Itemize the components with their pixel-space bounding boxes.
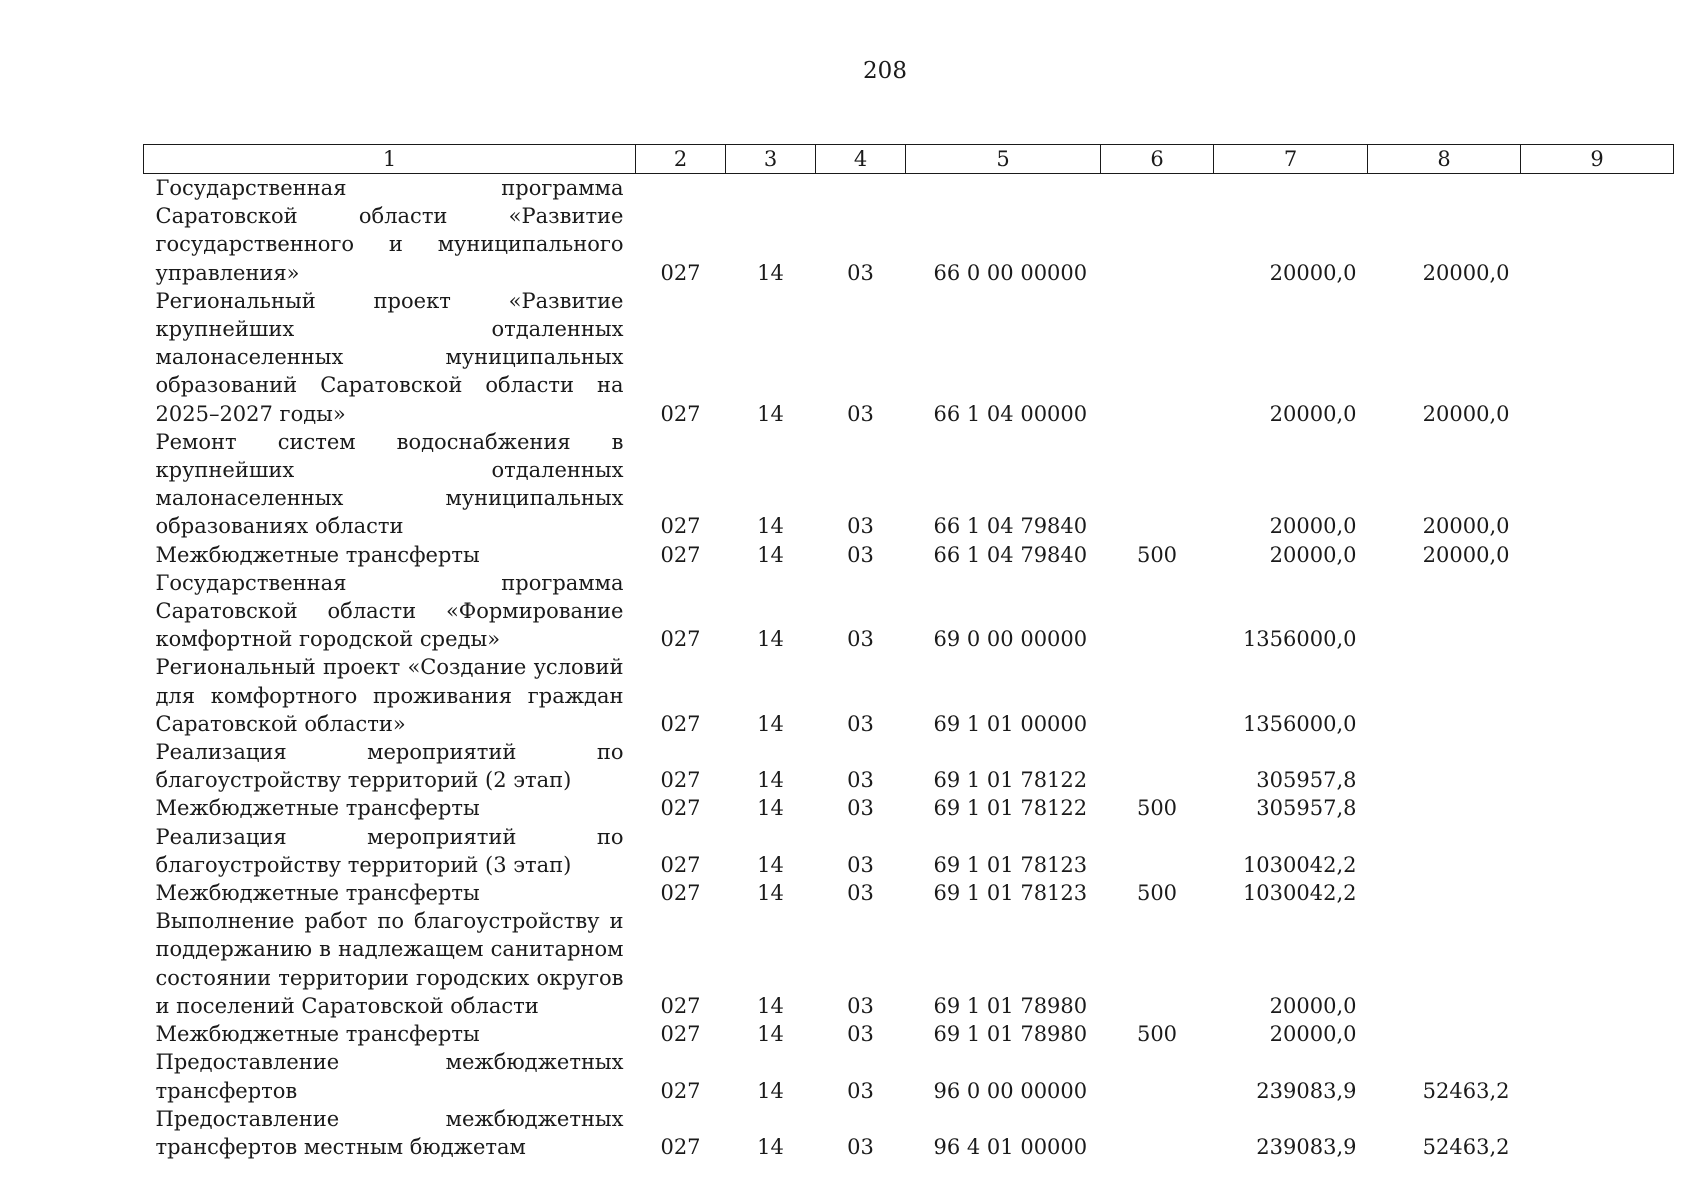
row-value-9 <box>1521 879 1674 907</box>
row-code-5: 69 0 00 00000 <box>933 627 1088 652</box>
column-header-7: 7 <box>1214 145 1368 174</box>
row-code-6 <box>1101 907 1214 1020</box>
row-code-6 <box>1101 653 1214 738</box>
row-name: Реализация мероприятий по благоустройству территорий (2 этап) <box>155 740 624 793</box>
column-header-4: 4 <box>816 145 906 174</box>
row-code-3: 14 <box>757 514 784 539</box>
row-code-4: 03 <box>847 627 874 652</box>
row-code-4: 03 <box>847 1134 874 1159</box>
row-value-9 <box>1521 907 1674 1020</box>
row-name: Предоставление межбюджетных трансфертов <box>155 1050 624 1103</box>
row-code-4: 03 <box>847 796 874 821</box>
row-code-5: 69 1 01 78122 <box>933 796 1088 821</box>
table-row <box>144 738 1674 794</box>
row-code-2: 027 <box>660 993 701 1018</box>
row-code-3: 14 <box>757 796 784 821</box>
row-code-6 <box>1101 738 1214 794</box>
row-value-7: 239083,9 <box>1256 1078 1357 1103</box>
row-value-9 <box>1521 794 1674 822</box>
row-code-4: 03 <box>847 401 874 426</box>
row-code-2: 027 <box>660 514 701 539</box>
column-header-9: 9 <box>1521 145 1674 174</box>
row-name: Региональный проект «Развитие крупнейших отдаленных малонаселенных муниципальных образований Саратовской области на 2025–2027 годы» <box>155 288 624 426</box>
budget-table <box>143 144 1674 1161</box>
row-value-7: 20000,0 <box>1269 993 1357 1018</box>
row-code-2: 027 <box>660 542 701 567</box>
row-value-8: 52463,2 <box>1422 1134 1510 1159</box>
row-code-3: 14 <box>757 401 784 426</box>
row-code-6 <box>1101 823 1214 879</box>
table-row <box>144 428 1674 541</box>
row-value-8 <box>1368 879 1521 907</box>
row-code-4: 03 <box>847 881 874 906</box>
table-row <box>144 653 1674 738</box>
row-code-2: 027 <box>660 260 701 285</box>
row-code-6: 500 <box>1136 542 1178 567</box>
row-value-8: 52463,2 <box>1422 1078 1510 1103</box>
row-value-7: 20000,0 <box>1269 514 1357 539</box>
row-value-9 <box>1521 569 1674 654</box>
row-code-6 <box>1101 428 1214 541</box>
row-value-8: 20000,0 <box>1422 401 1510 426</box>
row-code-4: 03 <box>847 1078 874 1103</box>
row-value-8 <box>1368 569 1521 654</box>
row-code-3: 14 <box>757 881 784 906</box>
row-code-5: 69 1 01 78123 <box>933 852 1088 877</box>
row-code-6 <box>1101 174 1214 287</box>
row-code-5: 69 1 01 00000 <box>933 711 1088 736</box>
column-header-2: 2 <box>636 145 726 174</box>
row-code-6: 500 <box>1136 796 1178 821</box>
row-code-2: 027 <box>660 768 701 793</box>
row-code-5: 66 0 00 00000 <box>933 260 1088 285</box>
table-header <box>144 145 1674 174</box>
row-value-9 <box>1521 174 1674 287</box>
row-value-7: 1030042,2 <box>1242 881 1357 906</box>
row-code-4: 03 <box>847 852 874 877</box>
row-value-9 <box>1521 541 1674 569</box>
column-header-1: 1 <box>144 145 636 174</box>
table-row <box>144 174 1674 287</box>
table-row <box>144 1020 1674 1048</box>
table-row <box>144 823 1674 879</box>
column-header-8: 8 <box>1368 145 1521 174</box>
row-code-5: 66 1 04 00000 <box>933 401 1088 426</box>
column-header-5: 5 <box>906 145 1101 174</box>
row-name: Выполнение работ по благоустройству и поддержанию в надлежащем санитарном состоянии территории городских округов и поселений Саратовской области <box>155 909 624 1018</box>
table-row <box>144 1048 1674 1104</box>
table-body <box>144 174 1674 1162</box>
row-code-5: 96 0 00 00000 <box>933 1078 1088 1103</box>
row-value-7: 20000,0 <box>1269 1022 1357 1047</box>
row-name: Межбюджетные трансферты <box>155 1022 480 1047</box>
row-code-2: 027 <box>660 796 701 821</box>
table-row <box>144 794 1674 822</box>
row-value-8 <box>1368 1020 1521 1048</box>
row-code-5: 69 1 01 78122 <box>933 768 1088 793</box>
row-code-6: 500 <box>1136 881 1178 906</box>
row-code-3: 14 <box>757 542 784 567</box>
row-value-8 <box>1368 738 1521 794</box>
row-value-7: 305957,8 <box>1256 768 1357 793</box>
row-code-2: 027 <box>660 711 701 736</box>
row-name: Государственная программа Саратовской области «Развитие государственного и муниципального управления» <box>155 176 624 285</box>
table-row <box>144 569 1674 654</box>
row-name: Предоставление межбюджетных трансфертов местным бюджетам <box>155 1106 624 1159</box>
row-code-5: 69 1 01 78980 <box>933 993 1088 1018</box>
row-value-9 <box>1521 823 1674 879</box>
row-code-6: 500 <box>1136 1022 1178 1047</box>
column-header-6: 6 <box>1101 145 1214 174</box>
row-code-4: 03 <box>847 1022 874 1047</box>
row-code-6 <box>1101 1048 1214 1104</box>
row-value-9 <box>1521 287 1674 428</box>
row-code-2: 027 <box>660 627 701 652</box>
page-number: 208 <box>863 58 907 84</box>
row-code-5: 69 1 01 78123 <box>933 881 1088 906</box>
row-code-2: 027 <box>660 852 701 877</box>
row-name: Региональный проект «Создание условий для комфортного проживания граждан Саратовской области» <box>155 655 624 736</box>
row-value-8 <box>1368 794 1521 822</box>
row-value-7: 1356000,0 <box>1242 711 1357 736</box>
row-code-3: 14 <box>757 627 784 652</box>
row-name: Ремонт систем водоснабжения в крупнейших отдаленных малонаселенных муниципальных образованиях области <box>155 429 624 539</box>
row-value-8: 20000,0 <box>1422 542 1510 567</box>
row-value-8 <box>1368 823 1521 879</box>
row-code-4: 03 <box>847 711 874 736</box>
row-value-8 <box>1368 907 1521 1020</box>
row-code-3: 14 <box>757 768 784 793</box>
row-code-3: 14 <box>757 260 784 285</box>
row-code-3: 14 <box>757 852 784 877</box>
row-code-6 <box>1101 1105 1214 1161</box>
row-code-3: 14 <box>757 1078 784 1103</box>
row-name: Межбюджетные трансферты <box>155 796 480 821</box>
row-code-4: 03 <box>847 514 874 539</box>
row-name: Реализация мероприятий по благоустройству территорий (3 этап) <box>155 824 624 877</box>
row-name: Межбюджетные трансферты <box>155 881 480 906</box>
row-name: Государственная программа Саратовской области «Формирование комфортной городской среды» <box>155 570 624 652</box>
row-value-7: 20000,0 <box>1269 542 1357 567</box>
row-code-5: 66 1 04 79840 <box>933 514 1088 539</box>
table-row <box>144 879 1674 907</box>
row-code-3: 14 <box>757 1134 784 1159</box>
row-value-9 <box>1521 653 1674 738</box>
row-value-7: 20000,0 <box>1269 401 1357 426</box>
row-code-2: 027 <box>660 1022 701 1047</box>
row-value-9 <box>1521 428 1674 541</box>
row-code-4: 03 <box>847 993 874 1018</box>
table-row <box>144 541 1674 569</box>
row-code-3: 14 <box>757 711 784 736</box>
row-code-5: 69 1 01 78980 <box>933 1022 1088 1047</box>
row-code-4: 03 <box>847 768 874 793</box>
row-value-7: 1356000,0 <box>1242 627 1357 652</box>
column-header-3: 3 <box>726 145 816 174</box>
row-value-7: 239083,9 <box>1256 1134 1357 1159</box>
row-value-9 <box>1521 1020 1674 1048</box>
row-value-8: 20000,0 <box>1422 514 1510 539</box>
row-value-7: 1030042,2 <box>1242 852 1357 877</box>
row-code-6 <box>1101 287 1214 428</box>
row-value-7: 305957,8 <box>1256 796 1357 821</box>
row-code-3: 14 <box>757 1022 784 1047</box>
row-code-6 <box>1101 569 1214 654</box>
table-row <box>144 1105 1674 1161</box>
row-code-2: 027 <box>660 1078 701 1103</box>
row-name: Межбюджетные трансферты <box>155 542 480 567</box>
row-code-2: 027 <box>660 881 701 906</box>
row-value-8 <box>1368 653 1521 738</box>
row-value-9 <box>1521 738 1674 794</box>
row-code-2: 027 <box>660 401 701 426</box>
row-code-4: 03 <box>847 542 874 567</box>
row-code-5: 66 1 04 79840 <box>933 542 1088 567</box>
table-row <box>144 287 1674 428</box>
header-row <box>144 145 1674 174</box>
row-value-9 <box>1521 1048 1674 1104</box>
row-code-2: 027 <box>660 1134 701 1159</box>
row-value-7: 20000,0 <box>1269 260 1357 285</box>
row-code-3: 14 <box>757 993 784 1018</box>
row-value-9 <box>1521 1105 1674 1161</box>
row-value-8: 20000,0 <box>1422 260 1510 285</box>
row-code-4: 03 <box>847 260 874 285</box>
table-row <box>144 907 1674 1020</box>
row-code-5: 96 4 01 00000 <box>933 1134 1088 1159</box>
